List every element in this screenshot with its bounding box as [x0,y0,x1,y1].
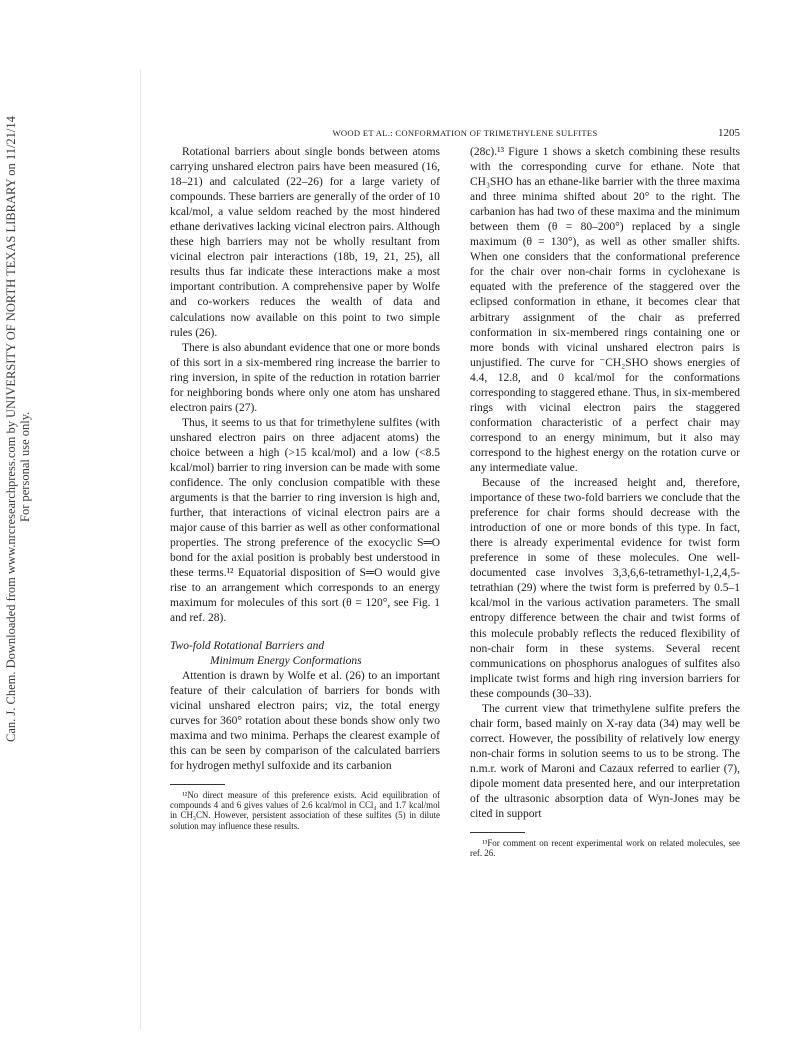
paragraph: Rotational barriers about single bonds between atoms carrying unshared electron pairs have been measured (16, 18–21) and calculated (22–26) for a large variety of compounds. These barriers are generally of the order of 10 kcal/mol, a value seldom reached by the most hindered ethane derivatives lacking vicinal electron pairs. Although these high barriers may not be wholly resultant from vicinal electron pair interactions (18b, 19, 21, 25), all results thus far indicate these interactions make a most important contribution. A comprehensive paper by Wolfe and co-workers reduces the wealth of data and calculations now available on this point to two simple rules (26). [170,146,440,339]
footnote-13: ¹³For comment on recent experimental work on related molecules, see ref. 26. [470,838,740,859]
page-gutter-line [140,70,141,1030]
paragraph: Thus, it seems to us that for trimethylene sulfites (with unshared electron pairs on three adjacent atoms) the choice between a high (>15 kcal/mol) and a low (<8.5 kcal/mol) barrier to ring inversion can be made with some confidence. The only conclusion compatible with these arguments is that the barrier to ring inversion is high and, further, that interactions of vicinal electron pairs are a major cause of this barrier as well as other conformational properties. The strong preference of the exocyclic S═O bond for the axial position is probably best understood in these terms.¹² Equatorial disposition of S═O would give rise to an arrangement which corresponds to an energy maximum for molecules of this sort (θ = 120°, see Fig. 1 and ref. 28). [170,416,440,625]
footnote-rule [470,832,525,833]
section-heading [170,639,440,669]
footnote-rule [170,784,225,785]
download-notice-line-1: Can. J. Chem. Downloaded from www.nrcresearchpress.com by UNIVERSITY OF NORTH TEXAS LIBRARY on 11/21/14 [4,116,18,742]
download-notice-line-2: For personal use only. [18,411,32,522]
page-number: 1205 [718,127,740,139]
running-title: WOOD ET AL.: CONFORMATION OF TRIMETHYLENE SULFITES [332,128,598,138]
paragraph: The current view that trimethylene sulfite prefers the chair form, based mainly on X-ray data (34) may well be correct. However, the possibility of relatively low energy non-chair forms in solution seems to us to be strong. The n.m.r. work of Maroni and Cazaux referred to earlier (7), dipole moment data presented here, and our interpretation of the ultrasonic absorption data of Wyn-Jones may be cited in support [470,702,740,821]
paragraph: Because of the increased height and, therefore, importance of these two-fold barriers we conclude that the preference for chair forms should decrease with the introduction of one or more bonds of this type. In fact, there is already experimental evidence for twist form preference in some of these molecules. One well-documented case involves 3,3,6,6-tetramethyl-1,2,4,5-tetrathian (29) where the twist form is preferred by 0.5–1 kcal/mol in the various activation parameters. The small entropy difference between the chair and twist forms of this molecule probably reflects the reduced flexibility of non-chair form in these systems. Several recent communications on phosphorus analogues of sulfites also implicate twist forms and high ring inversion barriers for these compounds (30–33). [470,477,740,700]
section-heading-line-1: Two-fold Rotational Barriers and [170,639,325,652]
running-header [170,128,740,138]
right-column [470,145,740,859]
footnote-12: ¹²No direct measure of this preference exists. Acid equilibration of compounds 4 and 6 gives values of 2.6 kcal/mol in CCl₄ and 1.7 kcal/mol in CH₃CN. However, persistent association of these sulfites (5) in dilute solution may influence these results. [170,789,440,831]
paragraph: Attention is drawn by Wolfe et al. (26) to an important feature of their calculation of barriers for bonds with vicinal unshared electron pairs; viz, the total energy curves for 360° rotation about these bonds show only two maxima and two minima. Perhaps the clearest example of this can be seen by comparison of the calculated barriers for hydrogen methyl sulfoxide and its carbanion [170,669,440,772]
paragraph: (28c).¹³ Figure 1 shows a sketch combining these results with the corresponding curve for ethane. Note that CH₃SHO has an ethane-like barrier with the three maxima and three minima shifted about 20° to the right. The carbanion has had two of these maxima and the minimum between them (θ = 80–200°) replaced by a single maximum (θ = 130°), as well as other smaller shifts. When one considers that the conformational preference for the chair over non-chair forms in cyclohexane is equated with the preference of the staggered over the eclipsed conformation in ethane, it becomes clear that arbitrary assignment of the chair as preferred conformation in six-membered rings containing one or more bonds with vicinal unshared electron pairs is unjustified. The curve for ⁻CH₂SHO shows energies of 4.4, 12.8, and 0 kcal/mol for the conformations corresponding to staggered ethane. Thus, in six-membered rings with vicinal electron pairs the staggered conformation characteristic of a perfect chair may correspond to an energy minimum, but it also may correspond to the highest energy on the rotation curve or any intermediate value. [470,146,740,474]
left-column [170,145,440,831]
section-heading-line-2: Minimum Energy Conformations [210,654,362,667]
download-notice [4,22,32,742]
paragraph: There is also abundant evidence that one or more bonds of this sort in a six-membered ring increase the barrier to ring inversion, in spite of the reduction in rotation barrier for neighboring bonds where only one atom has unshared electron pairs (27). [170,341,440,414]
